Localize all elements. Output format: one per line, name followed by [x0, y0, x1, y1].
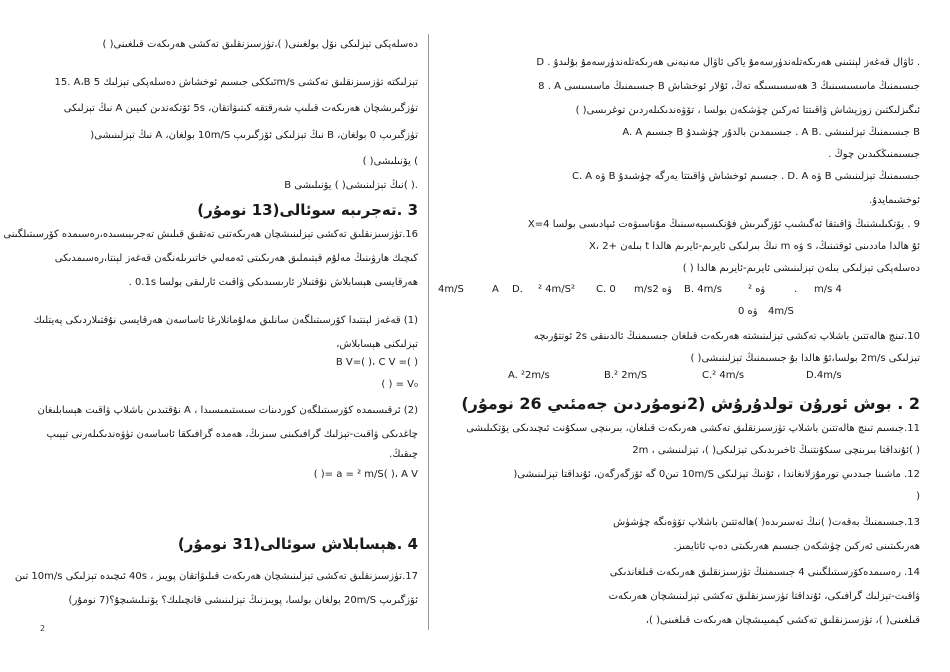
q15-tail: دەسلەپكى تېزلىكى نۆل بولغىنى( )،تۈزسىزنقلىق تەكشى ھەرىكەت قىلغىنى( ) — [102, 39, 418, 50]
q17-text-2: ئۆزگىرىپ 20m/S بولغان بولسا، پويىزنىڭ تېزلىنىشى قانچىلىك؟ يۆنىلىشىچۇ؟(7 نومۇر) — [68, 595, 418, 606]
q9-text-3: دەسلەپكى تېزلىكى بىلەن تېزلىنىشى ئايرىم-ئايرىم ھالدا ( ) — [682, 263, 920, 274]
q14-text-3: قىلغىنى( )، تۈزسىزنقلىق تەكشى كېمىيىشچان ھەرىكەت قىلغىنى( )، — [645, 615, 920, 626]
q8-options-ab: A. A جىسىم B جىسىمدىن بالدۇر چۈشىدۇ . A B. جىسىمنىڭ تېزلىنىشى B — [622, 127, 920, 138]
q9-options-row-2 — [438, 306, 920, 320]
q13-text-2: ھەرىكىتىنى ئەركىن چۈشكەن جىسىم ھەرىكىتى دەپ ئاتايمىز. — [673, 541, 920, 552]
q9-option-token: C. 0 — [596, 284, 616, 295]
q11-text-1: 11.جىسىم تىنچ ھالەتتىن باشلاپ تۈزسىزنقلىق تەكشى ھەرىكەت قىلغان، بىرىنچى سىكۇنت ئىچىدىكى يۆتكىلىشى — [466, 423, 920, 434]
q17-text-1: 17.تۈزسىزنقلىق تەكشى تېزلىنىشچان ھەرىكەت قىلىۋاتقان پويىز ، 40s ئىچىدە تېزلىكى 10m/s تىن — [14, 571, 418, 582]
q9-options-row — [438, 284, 920, 298]
q9-option-token: m/s 4 — [814, 284, 842, 295]
q15-text-5: B نىڭ تېزلىنىشى( ) يۆنىلىشى( ). — [284, 180, 418, 191]
q15-text-3: تۈزگىرىپ 0 بولغان، B نىڭ تېزلىكى ئۆزگىرىپ 10m/S بولغان، A نىڭ تېزلىنىشى( — [90, 130, 418, 141]
q7-option-d: D . ئاۋال قەغەز لېنتىنى ھەرىكەتلەندۈرسەمۇ ياكى ئاۋال مەنبەنى ھەرىكەتلەندۈرسەمۇ بۇلىدۇ . — [536, 57, 920, 68]
q9-text-1: 9 . يۆتكىلىشنىڭ ۋاقىتقا ئەگىشىپ ئۆزگىرىش فۇنكىسىيەسىنىڭ مۇناسىۋەت ئىپادىسى بولسا X=4 — [527, 219, 920, 230]
q14-text-2: ۋاقىت-تېزلىك گرافىكى، ئۇنداقتا تۈزسىزنقلىق تەكشى تېزلىنىشچان ھەرىكەت — [608, 591, 920, 602]
q16-text-2: كىچىك ھارۋىنىڭ مەلۇم قېتىملىق ھەرىكىتى ئەمەلىي خاتىرىلەنگەن قەغەز لېنتا،رەسىمدىكى — [54, 253, 418, 264]
q16-part2-text-2: چاغدىكى ۋاقىت-تېزلىك گرافىكىنى سىزىڭ، ھەمدە گرافىكقا ئاساسەن تۈۋەندىكىلەرنى تېپىپ — [46, 429, 418, 440]
column-divider — [428, 34, 429, 630]
section-3-heading: 3 .تەجرىبە سوئالى(13 نومۇر) — [197, 201, 418, 219]
q9-option-token: ² ۋە — [748, 284, 766, 295]
q10-text-2: تېزلىكى 2m/s بولسا،ئۇ ھالدا بۇ جىسىمنىڭ تېزلىنىشى( ) — [690, 353, 920, 364]
q10-option-a: A. ²2m/s — [508, 370, 550, 381]
q10-option-d: D.4m/s — [806, 370, 842, 381]
q9-text-2: X، 2+ بىلەن t نىڭ بىرلىكى ئايرىم-ئايرىم ھالدا m ۋە s ،ئۇ ھالدا ماددىنى ئوقتىنىڭ — [589, 241, 920, 252]
q8-options-cd: C. A ۋە B جىسىم ئوخشاش ۋاقىتتا يەرگە چۈشىدۇ . D. A ۋە B جىسىمنىڭ تېزلىنىشى — [571, 171, 920, 182]
q8-options-ab-tail: جىسىمنىڭكىدىن چوڭ . — [828, 149, 920, 160]
q9-option-token: . — [794, 284, 798, 295]
q10-option-c: C.² 4m/s — [702, 370, 745, 381]
q9-option-token: ² 4m/S² — [538, 284, 576, 295]
q10-text-1: 10.تىنچ ھالەتتىن باشلاپ تەكشى تېزلىنىشتە ھەرىكەت قىلغان جىسىمنىڭ ئالدىنقى 2s ئوتتۇرىچە — [533, 331, 920, 342]
q9-option-token: A — [492, 284, 499, 295]
q10-options-row — [438, 370, 920, 384]
q9-option-token: 0 ۋە — [738, 306, 758, 317]
q11-text-2: 2m ، ئۇنداقتا بىرىنچى سىكۇنتنىڭ ئاخىرىدىكى تېزلىكى( )، تېزلىنىشى( ) — [632, 445, 920, 456]
q8-options-cd-tail: ئوخشىمايدۇ. — [869, 195, 920, 206]
q9-option-token: D. — [512, 284, 523, 295]
q10-option-b: B.² 2m/S — [604, 370, 648, 381]
q15-text-2: تۈزگىرىشچان ھەرىكەت قىلىپ شەرقتقە كىتىۋاتقان، 5s ئۆتكەندىن كىيىن A نىڭ تېزلىكى — [63, 103, 418, 114]
q12-text-2: ) — [916, 491, 920, 502]
q9-option-token: m/s2 ۋە — [634, 284, 672, 295]
page-number: 2 — [40, 624, 46, 633]
q13-text-1: 13.جىسىمنىڭ بەقەت( )نىڭ تەسىرىدە( )ھالەتتىن باشلاپ تۆۋەنگە چۈشۈش — [613, 517, 920, 528]
q14-text-1: 14. رەسىمدەكۆرسىتىلگىنى 4 جىسىمنىڭ تۈزسىزنقلىق ھەرىكەت قىلغاندىكى — [609, 567, 920, 578]
q15-text-4: ) يۆنىلىشى( ) — [362, 156, 418, 167]
q12-text-1: 12. ماشىنا جىددىي تورمۇزلانغاندا ، ئۇنىڭ تېزلىكى 10m/S تىن0 گە ئۆزگەرگەن، ئۇنداقتا تېزلىنىشى( — [513, 469, 920, 480]
q8-text-1: 8 . A جىسىمنىڭ ماسسىسى B جىسىمنىڭ ماسسىسىنىڭ 3 ھەسسىسىگە تەڭ، ئۇلار ئوخشاش — [538, 81, 920, 92]
q16-part1-blank-v0: ( ) = V₀ — [381, 379, 418, 390]
q16-part1-text-2: تېزلىكنى ھېسابلاش، — [336, 339, 418, 350]
q16-text-1: 16.تۈزسىزنقلىق تەكشى تېزلىنىشچان ھەرىكەتنى تەتقىق قىلىش تەجرىبىسىدە،رەسىمدە كۆرسىتىلگىنى — [3, 229, 418, 240]
q16-part2-blanks: ( )= a = ² m/S( )، A V — [313, 469, 418, 480]
q9-option-token: B. 4m/s — [684, 284, 722, 295]
section-2-heading: 2 . بوش ئورۇن تولدۇرۇش (2نومۇردىن جەمئىي 26 نومۇر) — [461, 394, 920, 413]
q16-part1-blanks-bc: B V=( )، C V =( ) — [335, 357, 418, 368]
q16-part2-text-1: (2) ئرقىسىمدە كۆرسىتىلگەن كوردىنات سىستىمىسىدا ، A نۇقتىدىن باشلاپ ۋاقىت ھېسابلىغان — [37, 405, 418, 416]
q9-option-token: 4m/S — [768, 306, 794, 317]
q8-text-2: ئىگىزلىكتىن زوزيشاش ۋاقىتتا ئەركىن چۈشكەن بولسا ، تۆۋەندىكىلەردىن توغرىسى( ) — [575, 105, 920, 116]
q15-text-1: 15. A،B ئىككى جىسىم ئوخشاش دەسلەپكى تېزلىك 5m/s تېزلىكتە تۈزسىزنقلىق تەكشى — [54, 77, 418, 88]
section-4-heading: 4 .ھېسابلاش سوئالى(31 نومۇر) — [177, 535, 418, 553]
q16-text-3: ھەرقايسى ھېسابلاش نۇقتىلار ئارىسىدىكى ۋاقىت ئارلىقى بولسا 0.1s . — [128, 277, 418, 288]
q16-part2-text-3: چىقىڭ. — [389, 449, 418, 460]
q16-part1-text-1: (1) قەغەز لېنتىدا كۆرسىتىلگەن سانلىق مەلۇماتلارغا ئاساسەن ھەرقايسى نۇقتىلاردىكى پەيتلىك — [33, 315, 418, 326]
q9-option-token: 4m/S — [438, 284, 464, 295]
